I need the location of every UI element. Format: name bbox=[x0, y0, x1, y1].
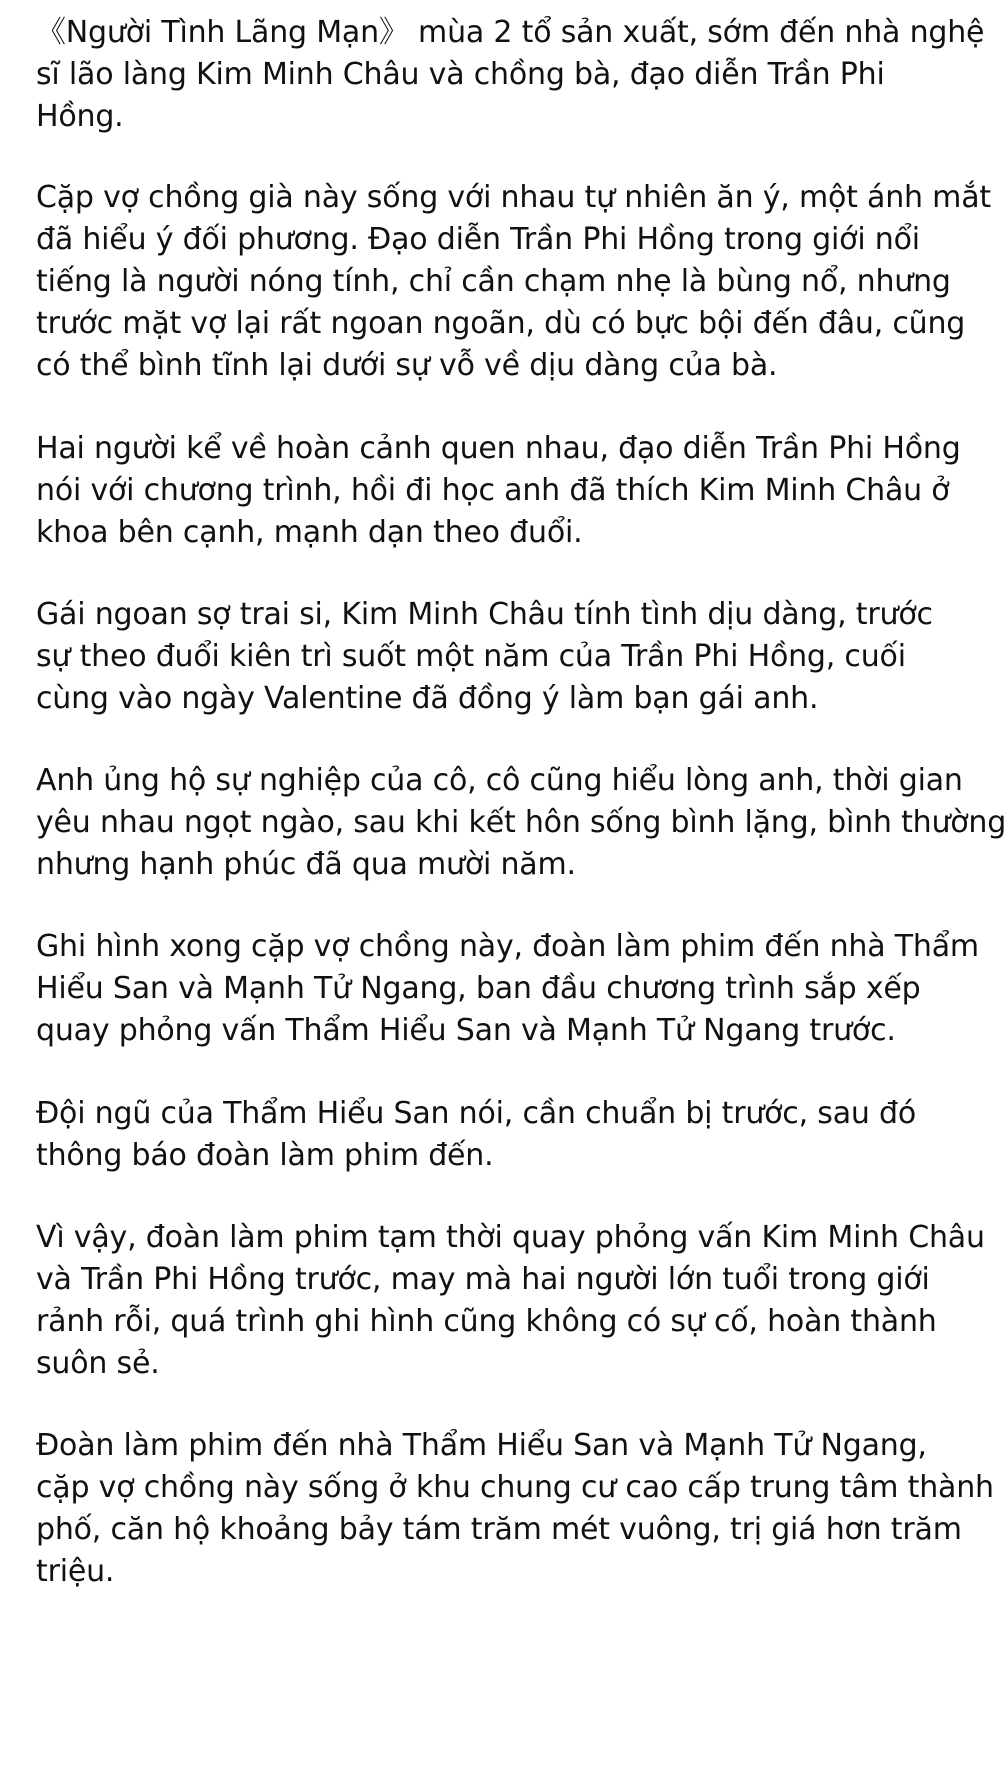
text-line: cặp vợ chồng này sống ở khu chung cư cao cấp trung tâm thành bbox=[36, 1470, 994, 1505]
text-line: Gái ngoan sợ trai si, Kim Minh Châu tính tình dịu dàng, trước bbox=[36, 597, 933, 632]
text-line: Hiểu San và Mạnh Tử Ngang, ban đầu chương trình sắp xếp bbox=[36, 971, 921, 1006]
text-line: Đội ngũ của Thẩm Hiểu San nói, cần chuẩn bị trước, sau đó bbox=[36, 1096, 917, 1131]
paragraph bbox=[36, 428, 961, 554]
paragraph bbox=[36, 12, 985, 138]
text-line: Hồng. bbox=[36, 99, 124, 134]
paragraph bbox=[36, 1425, 994, 1593]
text-line: tiếng là người nóng tính, chỉ cần chạm nhẹ là bùng nổ, nhưng bbox=[36, 264, 951, 299]
paragraph bbox=[36, 926, 979, 1052]
paragraph bbox=[36, 1093, 917, 1177]
text-line: có thể bình tĩnh lại dưới sự vỗ về dịu dàng của bà. bbox=[36, 348, 778, 383]
text-line: Hai người kể về hoàn cảnh quen nhau, đạo diễn Trần Phi Hồng bbox=[36, 431, 961, 466]
text-line: thông báo đoàn làm phim đến. bbox=[36, 1138, 494, 1173]
paragraph bbox=[36, 594, 933, 720]
text-line: phố, căn hộ khoảng bảy tám trăm mét vuông, trị giá hơn trăm bbox=[36, 1512, 962, 1547]
text-line: quay phỏng vấn Thẩm Hiểu San và Mạnh Tử Ngang trước. bbox=[36, 1013, 896, 1048]
text-line: Anh ủng hộ sự nghiệp của cô, cô cũng hiểu lòng anh, thời gian bbox=[36, 763, 963, 798]
text-line: Vì vậy, đoàn làm phim tạm thời quay phỏng vấn Kim Minh Châu bbox=[36, 1220, 985, 1255]
text-line: Ghi hình xong cặp vợ chồng này, đoàn làm phim đến nhà Thẩm bbox=[36, 929, 979, 964]
text-line: triệu. bbox=[36, 1554, 115, 1589]
text-line: nhưng hạnh phúc đã qua mười năm. bbox=[36, 847, 576, 882]
text-line: cùng vào ngày Valentine đã đồng ý làm bạn gái anh. bbox=[36, 681, 819, 716]
text-line: khoa bên cạnh, mạnh dạn theo đuổi. bbox=[36, 515, 583, 550]
text-line: Đoàn làm phim đến nhà Thẩm Hiểu San và Mạnh Tử Ngang, bbox=[36, 1428, 927, 1463]
text-line: trước mặt vợ lại rất ngoan ngoãn, dù có bực bội đến đâu, cũng bbox=[36, 306, 966, 341]
text-line: sự theo đuổi kiên trì suốt một năm của Trần Phi Hồng, cuối bbox=[36, 639, 906, 674]
text-line: suôn sẻ. bbox=[36, 1346, 160, 1381]
text-line: Cặp vợ chồng già này sống với nhau tự nhiên ăn ý, một ánh mắt bbox=[36, 180, 991, 215]
text-line: 《Người Tình Lãng Mạn》 mùa 2 tổ sản xuất, sớm đến nhà nghệ bbox=[36, 15, 985, 50]
paragraph bbox=[36, 177, 991, 387]
paragraph bbox=[36, 1217, 985, 1385]
paragraph bbox=[36, 760, 1006, 886]
text-line: nói với chương trình, hồi đi học anh đã thích Kim Minh Châu ở bbox=[36, 473, 950, 508]
text-line: đã hiểu ý đối phương. Đạo diễn Trần Phi Hồng trong giới nổi bbox=[36, 222, 920, 257]
text-line: rảnh rỗi, quá trình ghi hình cũng không có sự cố, hoàn thành bbox=[36, 1304, 937, 1339]
text-line: và Trần Phi Hồng trước, may mà hai người lớn tuổi trong giới bbox=[36, 1262, 930, 1297]
text-line: yêu nhau ngọt ngào, sau khi kết hôn sống bình lặng, bình thường bbox=[36, 805, 1006, 840]
text-line: sĩ lão làng Kim Minh Châu và chồng bà, đạo diễn Trần Phi bbox=[36, 57, 885, 92]
